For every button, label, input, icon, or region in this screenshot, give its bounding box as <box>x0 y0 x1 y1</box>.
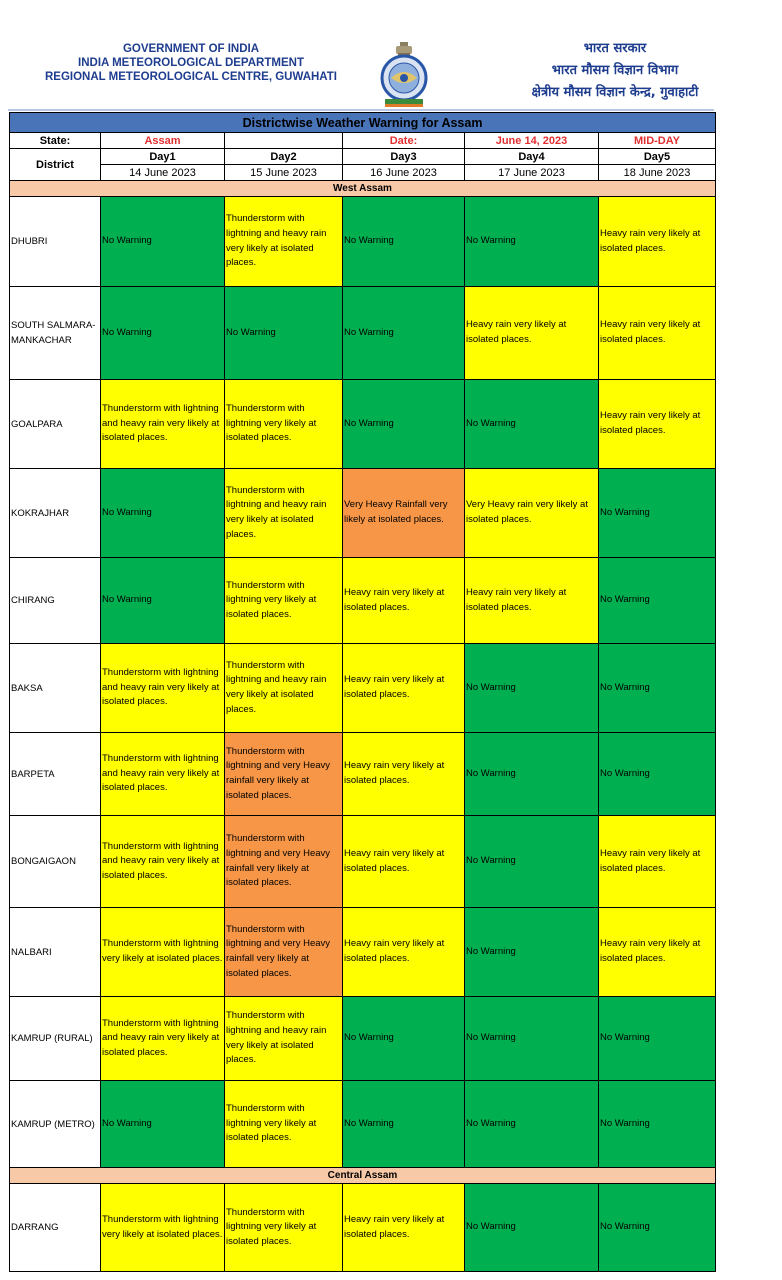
header-en-line-3: REGIONAL METEOROLOGICAL CENTRE, GUWAHATI <box>45 71 337 83</box>
header-en-line-2: INDIA METEOROLOGICAL DEPARTMENT <box>78 57 304 69</box>
warning-cell-day4: No Warning <box>465 644 599 733</box>
warning-cell-day4: No Warning <box>465 997 599 1081</box>
warning-cell-day4: No Warning <box>465 380 599 469</box>
warning-cell-day1: No Warning <box>101 558 225 644</box>
warning-cell-day3: Heavy rain very likely at isolated places. <box>343 1184 465 1272</box>
district-row <box>10 197 716 287</box>
day1-header: Day1 <box>101 149 225 165</box>
district-name: KAMRUP (RURAL) <box>10 997 101 1081</box>
warning-cell-day1: No Warning <box>101 287 225 380</box>
district-name: KAMRUP (METRO) <box>10 1081 101 1168</box>
warning-cell-day3: Heavy rain very likely at isolated places. <box>343 558 465 644</box>
warning-cell-day1: Thunderstorm with lightning and heavy rain very likely at isolated places. <box>101 644 225 733</box>
warning-cell-day1: Thunderstorm with lightning and heavy rain very likely at isolated places. <box>101 997 225 1081</box>
warning-cell-day1: Thunderstorm with lightning very likely at isolated places. <box>101 1184 225 1272</box>
warning-cell-day2: Thunderstorm with lightning and very Heavy rainfall very likely at isolated places. <box>225 908 343 997</box>
warning-cell-day2: Thunderstorm with lightning and very Heavy rainfall very likely at isolated places. <box>225 733 343 816</box>
warning-cell-day2: Thunderstorm with lightning very likely at isolated places. <box>225 1081 343 1168</box>
warning-cell-day1: Thunderstorm with lightning and heavy rain very likely at isolated places. <box>101 816 225 908</box>
district-name: BONGAIGAON <box>10 816 101 908</box>
district-row <box>10 380 716 469</box>
district-name: DHUBRI <box>10 197 101 287</box>
region-header: West Assam <box>10 181 716 197</box>
warning-cell-day3: No Warning <box>343 287 465 380</box>
district-name: BAKSA <box>10 644 101 733</box>
warning-cell-day2: Thunderstorm with lightning and heavy rain very likely at isolated places. <box>225 644 343 733</box>
district-name: KOKRAJHAR <box>10 469 101 558</box>
district-row <box>10 644 716 733</box>
warning-cell-day5: No Warning <box>599 558 716 644</box>
day1-date: 14 June 2023 <box>101 165 225 181</box>
warning-cell-day1: No Warning <box>101 469 225 558</box>
district-row <box>10 733 716 816</box>
warning-cell-day2: No Warning <box>225 287 343 380</box>
warning-cell-day3: Very Heavy Rainfall very likely at isolated places. <box>343 469 465 558</box>
blank-cell <box>225 133 343 149</box>
warning-table <box>9 112 716 1272</box>
day2-header: Day2 <box>225 149 343 165</box>
district-row <box>10 997 716 1081</box>
day4-header: Day4 <box>465 149 599 165</box>
warning-cell-day5: No Warning <box>599 644 716 733</box>
warning-cell-day3: No Warning <box>343 197 465 287</box>
district-header: District <box>10 149 101 181</box>
district-name: NALBARI <box>10 908 101 997</box>
warning-cell-day4: No Warning <box>465 1184 599 1272</box>
district-name: DARRANG <box>10 1184 101 1272</box>
warning-cell-day4: No Warning <box>465 197 599 287</box>
district-row <box>10 816 716 908</box>
warning-cell-day2: Thunderstorm with lightning very likely at isolated places. <box>225 380 343 469</box>
state-value: Assam <box>101 133 225 149</box>
warning-cell-day3: No Warning <box>343 1081 465 1168</box>
header-hi-line-3: क्षेत्रीय मौसम विज्ञान केन्द्र, गुवाहाटी <box>531 85 699 100</box>
district-name: CHIRANG <box>10 558 101 644</box>
warning-cell-day4: Heavy rain very likely at isolated places. <box>465 287 599 380</box>
warning-cell-day1: No Warning <box>101 197 225 287</box>
warning-cell-day1: No Warning <box>101 1081 225 1168</box>
district-row <box>10 1184 716 1272</box>
warning-cell-day5: No Warning <box>599 1081 716 1168</box>
district-row <box>10 287 716 380</box>
day2-date: 15 June 2023 <box>225 165 343 181</box>
warning-cell-day2: Thunderstorm with lightning and heavy rain very likely at isolated places. <box>225 997 343 1081</box>
district-row <box>10 1081 716 1168</box>
warning-cell-day5: No Warning <box>599 469 716 558</box>
warning-cell-day2: Thunderstorm with lightning very likely at isolated places. <box>225 1184 343 1272</box>
warning-cell-day5: Heavy rain very likely at isolated places. <box>599 816 716 908</box>
district-name: GOALPARA <box>10 380 101 469</box>
warning-cell-day1: Thunderstorm with lightning very likely at isolated places. <box>101 908 225 997</box>
warning-cell-day5: Heavy rain very likely at isolated places. <box>599 197 716 287</box>
warning-cell-day4: Very Heavy rain very likely at isolated places. <box>465 469 599 558</box>
header-hi-line-1: भारत सरकार <box>583 41 647 56</box>
warning-cell-day1: Thunderstorm with lightning and heavy rain very likely at isolated places. <box>101 380 225 469</box>
warning-cell-day5: No Warning <box>599 733 716 816</box>
warning-cell-day3: Heavy rain very likely at isolated places. <box>343 733 465 816</box>
warning-cell-day4: No Warning <box>465 908 599 997</box>
header-divider <box>8 109 714 111</box>
warning-cell-day2: Thunderstorm with lightning and heavy rain very likely at isolated places. <box>225 197 343 287</box>
warning-cell-day4: No Warning <box>465 1081 599 1168</box>
header-en-line-1: GOVERNMENT OF INDIA <box>122 43 260 55</box>
warning-cell-day5: Heavy rain very likely at isolated places. <box>599 287 716 380</box>
day3-date: 16 June 2023 <box>343 165 465 181</box>
header-hi-line-2: भारत मौसम विज्ञान विभाग <box>551 63 679 78</box>
warning-cell-day1: Thunderstorm with lightning and heavy rain very likely at isolated places. <box>101 733 225 816</box>
warning-cell-day4: No Warning <box>465 816 599 908</box>
district-name: SOUTH SALMARA-MANKACHAR <box>10 287 101 380</box>
warning-cell-day4: No Warning <box>465 733 599 816</box>
warning-cell-day5: Heavy rain very likely at isolated places. <box>599 380 716 469</box>
table-title: Districtwise Weather Warning for Assam <box>10 113 716 133</box>
warning-cell-day3: No Warning <box>343 997 465 1081</box>
district-name: BARPETA <box>10 733 101 816</box>
district-row <box>10 469 716 558</box>
warning-cell-day3: Heavy rain very likely at isolated places. <box>343 644 465 733</box>
warning-cell-day5: Heavy rain very likely at isolated places. <box>599 908 716 997</box>
day4-date: 17 June 2023 <box>465 165 599 181</box>
issue-date: June 14, 2023 <box>465 133 599 149</box>
warning-cell-day2: Thunderstorm with lightning very likely at isolated places. <box>225 558 343 644</box>
district-row <box>10 908 716 997</box>
imd-emblem-icon <box>377 40 431 108</box>
district-row <box>10 558 716 644</box>
day3-header: Day3 <box>343 149 465 165</box>
warning-cell-day5: No Warning <box>599 997 716 1081</box>
warning-cell-day2: Thunderstorm with lightning and heavy rain very likely at isolated places. <box>225 469 343 558</box>
region-header: Central Assam <box>10 1168 716 1184</box>
warning-cell-day3: Heavy rain very likely at isolated places. <box>343 816 465 908</box>
day5-date: 18 June 2023 <box>599 165 716 181</box>
warning-cell-day3: No Warning <box>343 380 465 469</box>
issue-time: MID-DAY <box>599 133 716 149</box>
state-label: State: <box>10 133 101 149</box>
date-label: Date: <box>343 133 465 149</box>
header-english <box>6 42 376 84</box>
header-hindi <box>455 38 775 104</box>
warning-cell-day3: Heavy rain very likely at isolated places. <box>343 908 465 997</box>
warning-cell-day4: Heavy rain very likely at isolated places. <box>465 558 599 644</box>
warning-cell-day5: No Warning <box>599 1184 716 1272</box>
warning-cell-day2: Thunderstorm with lightning and very Heavy rainfall very likely at isolated places. <box>225 816 343 908</box>
day5-header: Day5 <box>599 149 716 165</box>
